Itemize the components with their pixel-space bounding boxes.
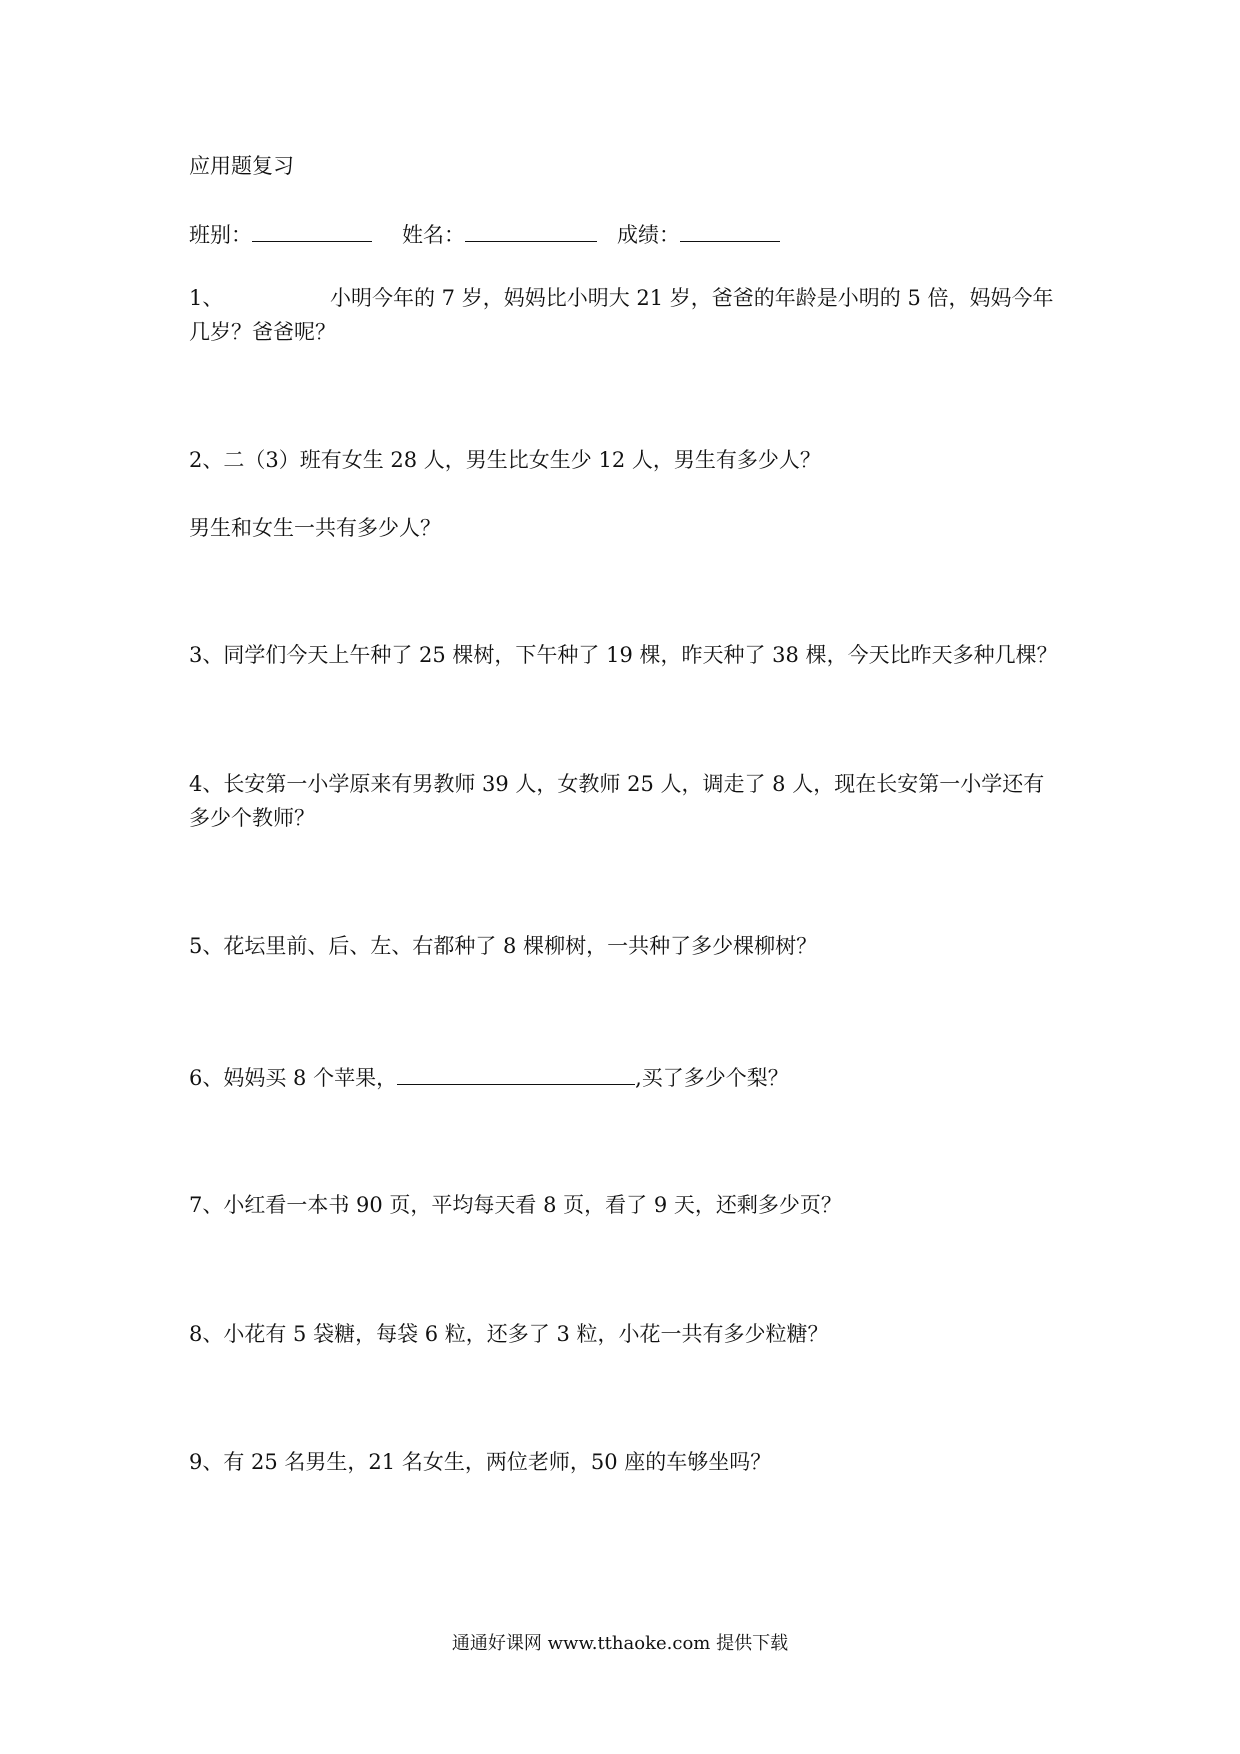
question-4-text: 4、长安第一小学原来有男教师 39 人，女教师 25 人，调走了 8 人，现在长安第一小学还有 (189, 772, 1045, 796)
question-3-text: 3、同学们今天上午种了 25 棵树，下午种了 19 棵，昨天种了 38 棵，今天比昨天多种几棵？ (189, 643, 1058, 667)
question-7-text: 7、小红看一本书 90 页，平均每天看 8 页，看了 9 天，还剩多少页？ (189, 1193, 842, 1217)
question-1-number: 1、 (189, 286, 224, 310)
question-8-text: 8、小花有 5 袋糖，每袋 6 粒，还多了 3 粒，小花一共有多少粒糖？ (189, 1322, 829, 1346)
question-4-text-cont: 多少个教师？ (189, 806, 315, 830)
class-label: 班别： (189, 223, 252, 247)
page-title: 应用题复习 (189, 154, 294, 178)
name-blank[interactable] (465, 219, 597, 242)
info-fields-row (189, 219, 780, 249)
question-6-text: 6、妈妈买 8 个苹果， (189, 1066, 398, 1090)
class-blank[interactable] (252, 219, 372, 242)
name-label: 姓名： (402, 223, 465, 247)
question-6-text-end: ,买了多少个梨？ (635, 1066, 789, 1090)
question-2-text: 2、二（3）班有女生 28 人，男生比女生少 12 人，男生有多少人？ (189, 448, 821, 472)
score-label: 成绩： (617, 223, 680, 247)
question-9-text: 9、有 25 名男生，21 名女生，两位老师，50 座的车够坐吗？ (189, 1450, 772, 1474)
question-6-row (189, 1062, 789, 1092)
page-footer: 通通好课网 www.tthaoke.com 提供下载 (451, 1633, 789, 1654)
score-blank[interactable] (680, 219, 780, 242)
question-1-text: 小明今年的 7 岁，妈妈比小明大 21 岁，爸爸的年龄是小明的 5 倍，妈妈今年 (330, 286, 1054, 310)
question-5-text: 5、花坛里前、后、左、右都种了 8 棵柳树，一共种了多少棵柳树？ (189, 934, 818, 958)
question-6-blank[interactable] (397, 1062, 635, 1085)
question-2-text-cont: 男生和女生一共有多少人？ (189, 516, 441, 540)
question-1-text-cont: 几岁？爸爸呢？ (189, 320, 336, 344)
